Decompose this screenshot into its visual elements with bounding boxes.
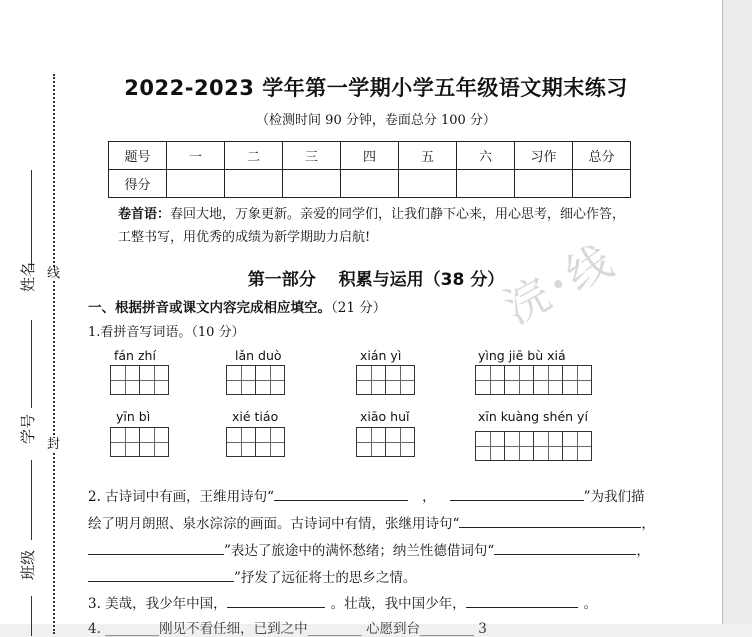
score-table-header-row — [109, 142, 631, 170]
answer-blank[interactable] — [274, 488, 408, 501]
score-cell: 一 — [167, 142, 225, 170]
score-entry-cell — [341, 170, 399, 198]
question-2-line-4 — [88, 566, 416, 586]
pinyin-label: yīn bì — [116, 409, 151, 424]
pinyin-label: xié tiáo — [232, 409, 279, 424]
section-one-heading — [88, 296, 386, 316]
question-1-prompt: 1.看拼音写词语。（10 分） — [88, 325, 245, 340]
score-cell: 四 — [341, 142, 399, 170]
q2-text: ， — [422, 489, 436, 505]
pinyin-label: yìng jiē bù xiá — [478, 348, 566, 363]
score-entry-cell — [515, 170, 573, 198]
writing-grid[interactable] — [356, 427, 415, 457]
q2-text: ， — [636, 543, 650, 559]
section-one-score: （21 分） — [331, 300, 387, 316]
seal-word: 封 — [47, 437, 61, 452]
pinyin-label: xián yì — [360, 348, 402, 363]
char-box[interactable] — [139, 427, 169, 457]
char-box[interactable] — [226, 427, 256, 457]
question-2-line-1 — [88, 485, 644, 505]
question-3-line — [88, 592, 597, 612]
name-label: 姓名 — [19, 261, 37, 292]
writing-grid[interactable] — [226, 427, 285, 457]
score-cell: 总分 — [573, 142, 631, 170]
answer-blank[interactable] — [466, 595, 578, 608]
answer-blank[interactable] — [450, 488, 584, 501]
q3-text: 3. 美哉，我少年中国， — [88, 596, 227, 612]
score-cell: 三 — [283, 142, 341, 170]
writing-grid[interactable] — [226, 365, 285, 395]
score-table — [108, 141, 631, 198]
char-box[interactable] — [385, 427, 415, 457]
q3-text: 。 — [583, 596, 598, 612]
id-underline — [31, 320, 32, 408]
score-entry-cell — [283, 170, 341, 198]
name-underline — [31, 170, 32, 270]
char-box[interactable] — [475, 365, 505, 395]
score-entry-cell — [399, 170, 457, 198]
score-cell: 六 — [457, 142, 515, 170]
char-box[interactable] — [385, 365, 415, 395]
q3-text: 。壮哉，我中国少年， — [330, 596, 466, 612]
writing-grid[interactable] — [110, 427, 169, 457]
score-cell: 习作 — [515, 142, 573, 170]
foreword-line-2: 工整书写，用优秀的成绩为新学期助力启航! — [118, 230, 371, 245]
watermark: 浣 ꞏ 线 — [496, 237, 618, 335]
writing-grid[interactable] — [475, 431, 592, 461]
char-box[interactable] — [255, 365, 285, 395]
q2-text: ”抒发了远征将士的思乡之情。 — [234, 570, 417, 586]
score-entry-cell — [225, 170, 283, 198]
score-table-score-row — [109, 170, 631, 198]
question-2-line-2 — [88, 512, 655, 532]
score-entry-cell — [573, 170, 631, 198]
answer-blank[interactable] — [494, 542, 636, 555]
pinyin-label: xiāo huǐ — [360, 409, 410, 424]
pinyin-label: lǎn duò — [235, 348, 282, 363]
answer-blank[interactable] — [227, 595, 325, 608]
char-box[interactable] — [533, 431, 563, 461]
writing-grid[interactable] — [110, 365, 169, 395]
char-box[interactable] — [255, 427, 285, 457]
pinyin-label: xīn kuàng shén yí — [478, 409, 588, 424]
answer-blank[interactable] — [459, 515, 641, 528]
writing-grid[interactable] — [356, 365, 415, 395]
id-label: 学号 — [19, 413, 37, 444]
char-box[interactable] — [562, 431, 592, 461]
exam-subtitle: （检测时间 90 分钟，卷面总分 100 分） — [256, 113, 496, 128]
class-underline — [31, 460, 32, 540]
q2-text: ”表达了旅途中的满怀愁绪；纳兰性德借词句“ — [224, 543, 495, 559]
char-box[interactable] — [533, 365, 563, 395]
q2-text: 2. 古诗词中有画，王维用诗句“ — [88, 489, 275, 505]
score-entry-cell — [167, 170, 225, 198]
binding-dotted-line — [53, 74, 55, 634]
char-box[interactable] — [504, 365, 534, 395]
foreword-line-1 — [118, 203, 625, 222]
char-box[interactable] — [139, 365, 169, 395]
part-one-title: 第一部分 积累与运用（38 分） — [247, 270, 505, 290]
char-box[interactable] — [475, 431, 505, 461]
char-box[interactable] — [504, 431, 534, 461]
char-box[interactable] — [356, 365, 386, 395]
foreword-text: 春回大地，万象更新。亲爱的同学们，让我们静下心来，用心思考，细心作答， — [170, 207, 626, 222]
q2-text: 绘了明月朗照、泉水淙淙的画面。古诗词中有情，张继用诗句“ — [88, 516, 460, 532]
line-word: 线 — [47, 266, 61, 281]
question-4-partial: 4. ________刚见不看任细，已到之中________ 心愿到台________ 3 — [88, 621, 487, 637]
char-box[interactable] — [356, 427, 386, 457]
exam-title: 2022-2023 学年第一学期小学五年级语文期末练习 — [124, 76, 628, 100]
score-cell: 题号 — [109, 142, 167, 170]
answer-blank[interactable] — [88, 542, 224, 555]
section-one-title: 一、根据拼音或课文内容完成相应填空。 — [88, 300, 331, 316]
char-box[interactable] — [562, 365, 592, 395]
question-2-line-3 — [88, 539, 650, 559]
class-underline-lower — [31, 596, 32, 636]
viewer-background-strip — [723, 0, 752, 624]
writing-grid[interactable] — [475, 365, 592, 395]
char-box[interactable] — [110, 427, 140, 457]
score-cell: 得分 — [109, 170, 167, 198]
score-entry-cell — [457, 170, 515, 198]
score-cell: 五 — [399, 142, 457, 170]
answer-blank[interactable] — [88, 569, 234, 582]
char-box[interactable] — [226, 365, 256, 395]
foreword-label: 卷首语： — [118, 207, 171, 222]
q2-text: ， — [641, 516, 655, 532]
q2-text: ”为我们描 — [583, 489, 645, 505]
char-box[interactable] — [110, 365, 140, 395]
pinyin-label: fán zhí — [114, 348, 156, 363]
class-label: 班级 — [19, 549, 37, 580]
score-cell: 二 — [225, 142, 283, 170]
